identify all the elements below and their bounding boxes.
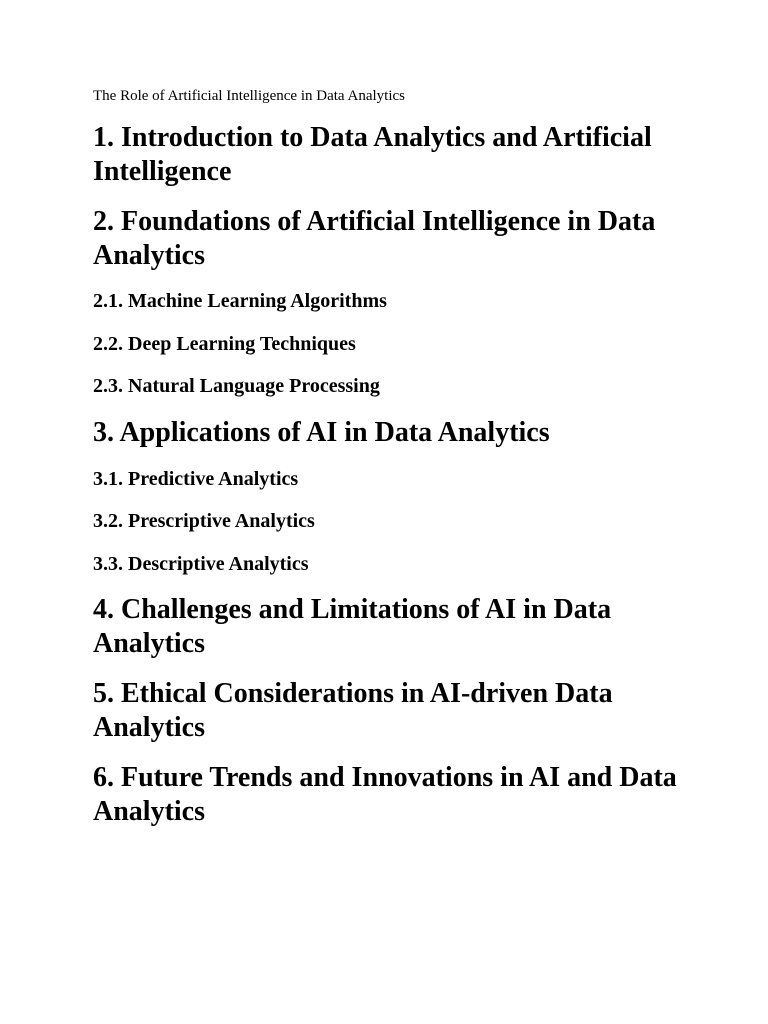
subsection-heading-2-3: 2.3. Natural Language Processing [93, 375, 380, 397]
section-heading-3: 3. Applications of AI in Data Analytics [93, 417, 550, 448]
section-heading-5: 5. Ethical Considerations in AI-driven Data Analytics [93, 678, 613, 743]
section-heading-1: 1. Introduction to Data Analytics and Artificial Intelligence [93, 122, 652, 187]
subsection-heading-3-2: 3.2. Prescriptive Analytics [93, 510, 315, 532]
document-title: The Role of Artificial Intelligence in Data Analytics [93, 88, 405, 104]
subsection-heading-3-1: 3.1. Predictive Analytics [93, 468, 299, 490]
subsection-heading-3-3: 3.3. Descriptive Analytics [93, 553, 309, 575]
section-heading-2: 2. Foundations of Artificial Intelligence in Data Analytics [93, 206, 656, 271]
subsection-heading-2-2: 2.2. Deep Learning Techniques [93, 333, 356, 355]
subsection-heading-2-1: 2.1. Machine Learning Algorithms [93, 290, 387, 312]
section-heading-6: 6. Future Trends and Innovations in AI and Data Analytics [93, 762, 677, 827]
section-heading-4: 4. Challenges and Limitations of AI in Data Analytics [93, 594, 612, 659]
